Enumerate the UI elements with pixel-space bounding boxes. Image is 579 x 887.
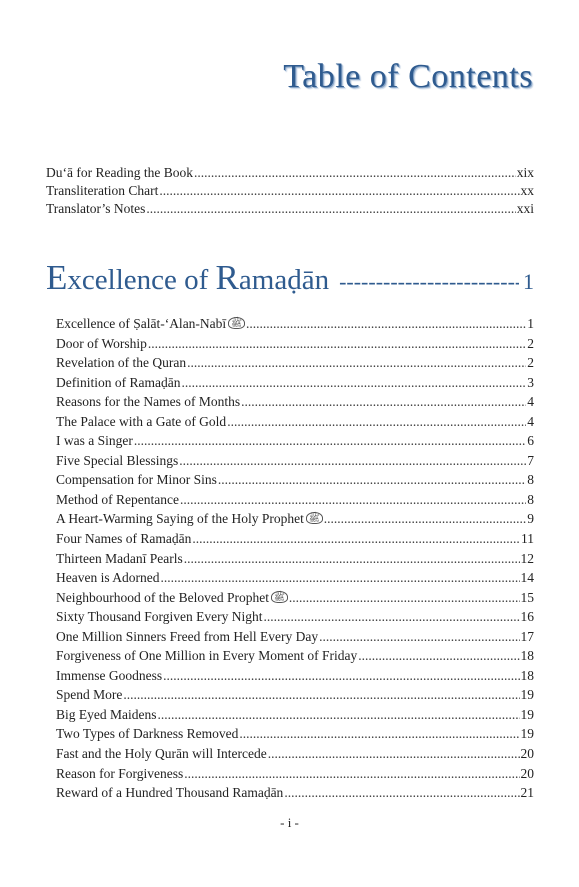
- entry-label-text: One Million Sinners Freed from Hell Every Day: [56, 628, 319, 644]
- entry-label: [56, 687, 122, 703]
- entry-row[interactable]: [56, 511, 534, 531]
- page-title: Table of Contents: [283, 58, 533, 95]
- front-matter-label: [46, 183, 158, 199]
- entry-page-number: 21: [520, 785, 534, 801]
- entry-label: [56, 629, 318, 645]
- entry-page-number: 15: [520, 589, 534, 605]
- entry-label-text: Definition of Ramaḍān: [56, 374, 181, 390]
- entry-label: [56, 394, 240, 410]
- front-matter-list: [46, 165, 534, 219]
- front-matter-page-number: xxi: [516, 201, 534, 216]
- entry-label-text: Compensation for Minor Sins: [56, 472, 217, 488]
- dot-leader: [284, 785, 519, 801]
- entry-label-text: The Palace with a Gate of Gold: [56, 413, 227, 429]
- entry-page-number: 14: [520, 570, 534, 586]
- entry-label: [56, 375, 180, 391]
- entry-row[interactable]: [56, 316, 534, 336]
- dot-leader: [289, 590, 520, 606]
- dot-leader: [187, 355, 526, 371]
- entry-row[interactable]: [56, 766, 534, 786]
- front-matter-page-number: xix: [516, 165, 534, 180]
- chapter-title-cap-2: R: [215, 258, 239, 297]
- entry-label-text: Five Special Blessings: [56, 452, 179, 468]
- entry-row[interactable]: [56, 707, 534, 727]
- dot-leader: [146, 201, 515, 217]
- dot-leader: [184, 766, 519, 782]
- chapter-title-part-1: xcellence of: [67, 264, 216, 296]
- front-matter-label-text: Translator’s Notes: [46, 201, 146, 216]
- front-matter-label-text: Du‘ā for Reading the Book: [46, 165, 193, 180]
- entry-row[interactable]: [56, 336, 534, 356]
- entry-label: [56, 336, 147, 352]
- entry-label-text: Neighbourhood of the Beloved Prophet: [56, 589, 269, 605]
- entry-label: [56, 355, 186, 371]
- entry-row[interactable]: [56, 687, 534, 707]
- chapter-entries-list: [56, 316, 534, 805]
- front-matter-label: [46, 201, 145, 217]
- entry-label: [56, 707, 157, 723]
- entry-row[interactable]: [56, 492, 534, 512]
- entry-page-number: 20: [520, 765, 534, 781]
- front-matter-row[interactable]: [46, 201, 534, 219]
- dot-leader: [179, 453, 526, 469]
- dot-leader: [268, 746, 520, 762]
- front-matter-label-text: Transliteration Chart: [46, 183, 159, 198]
- entry-label-text: Forgiveness of One Million in Every Moment of Friday: [56, 648, 358, 664]
- entry-label: [56, 570, 159, 586]
- entry-label: [56, 648, 357, 664]
- front-matter-label: [46, 165, 193, 181]
- entry-label-text: Sixty Thousand Forgiven Every Night: [56, 609, 263, 625]
- front-matter-row[interactable]: [46, 183, 534, 201]
- dot-leader: [163, 668, 519, 684]
- dot-leader: [123, 687, 519, 703]
- dot-leader: [158, 707, 520, 723]
- entry-label: [56, 746, 267, 762]
- chapter-leader: [339, 269, 519, 295]
- entry-row[interactable]: [56, 433, 534, 453]
- entry-row[interactable]: [56, 609, 534, 629]
- entry-row[interactable]: [56, 414, 534, 434]
- entry-row[interactable]: [56, 590, 534, 610]
- entry-page-number: 19: [520, 687, 534, 703]
- entry-label: [56, 492, 179, 508]
- dot-leader: [241, 394, 526, 410]
- entry-label-text: I was a Singer: [56, 433, 133, 449]
- entry-label-text: Heaven is Adorned: [56, 570, 160, 586]
- dot-leader: [184, 551, 520, 567]
- dot-leader: [358, 648, 519, 664]
- dot-leader: [264, 609, 520, 625]
- dot-leader: [180, 492, 526, 508]
- entry-label: [56, 726, 238, 742]
- entry-label: [56, 316, 245, 332]
- entry-label-text: Spend More: [56, 687, 123, 703]
- entry-row[interactable]: [56, 394, 534, 414]
- dot-leader: [192, 531, 520, 547]
- dot-leader: [159, 183, 519, 199]
- front-matter-page-number: xx: [520, 183, 534, 198]
- entry-page-number: 2: [527, 335, 534, 351]
- entry-row[interactable]: [56, 746, 534, 766]
- entry-page-number: 19: [520, 726, 534, 742]
- entry-page-number: 9: [527, 511, 534, 527]
- front-matter-row[interactable]: [46, 165, 534, 183]
- chapter-title-part-2: amaḍān: [238, 264, 330, 296]
- dot-leader: [239, 726, 519, 742]
- dot-leader: [324, 511, 527, 527]
- entry-label-text: Revelation of the Quran: [56, 355, 187, 371]
- entry-page-number: 1: [527, 316, 534, 331]
- entry-row[interactable]: [56, 726, 534, 746]
- entry-page-number: 16: [520, 609, 534, 625]
- entry-label-text: A Heart-Warming Saying of the Holy Prophet: [56, 511, 304, 527]
- entry-label-text: Fast and the Holy Qurān will Intercede: [56, 746, 267, 762]
- entry-label-text: Two Types of Darkness Removed: [56, 726, 239, 742]
- entry-label: [56, 531, 191, 547]
- entry-label: [56, 766, 183, 782]
- entry-row[interactable]: [56, 668, 534, 688]
- chapter-heading[interactable]: [46, 258, 534, 298]
- chapter-title-cap-1: E: [46, 258, 68, 297]
- entry-label-text: Four Names of Ramaḍān: [56, 531, 192, 547]
- entry-row[interactable]: [56, 453, 534, 473]
- entry-page-number: 4: [527, 413, 534, 429]
- entry-label: [56, 590, 288, 606]
- entry-label: [56, 472, 217, 488]
- entry-page-number: 19: [520, 706, 534, 722]
- dot-leader: [227, 414, 526, 430]
- entry-page-number: 12: [520, 550, 534, 566]
- entry-page-number: 4: [527, 394, 534, 410]
- entry-page-number: 6: [527, 433, 534, 449]
- entry-label: [56, 668, 162, 684]
- entry-label: [56, 433, 133, 449]
- chapter-page-number: 1: [523, 269, 534, 294]
- entry-label-text: Method of Repentance: [56, 491, 179, 507]
- dot-leader: [319, 629, 519, 645]
- entry-label: [56, 551, 183, 567]
- entry-label-text: Reasons for the Names of Months: [56, 394, 241, 410]
- entry-page-number: 18: [520, 648, 534, 664]
- dot-leader: [181, 375, 526, 391]
- entry-page-number: 3: [527, 374, 534, 390]
- dot-leader: [194, 165, 516, 181]
- entry-page-number: 11: [521, 531, 534, 547]
- entry-row[interactable]: [56, 785, 534, 805]
- entry-page-number: 17: [520, 628, 534, 644]
- honorific-glyph-icon: ﷺ: [228, 317, 245, 329]
- entry-page-number: 20: [520, 746, 534, 762]
- entry-row[interactable]: [56, 355, 534, 375]
- entry-row[interactable]: [56, 629, 534, 649]
- entry-page-number: 2: [527, 355, 534, 371]
- entry-label: [56, 609, 263, 625]
- dot-leader: [218, 472, 526, 488]
- entry-label: [56, 414, 226, 430]
- entry-row[interactable]: [56, 648, 534, 668]
- entry-row[interactable]: [56, 570, 534, 590]
- entry-row[interactable]: [56, 375, 534, 395]
- entry-page-number: 18: [520, 667, 534, 683]
- dot-leader: [134, 433, 526, 449]
- entry-label-text: Excellence of Ṣalāt-‘Alan-Nabī: [56, 316, 227, 331]
- entry-label-text: Thirteen Madanī Pearls: [56, 550, 183, 566]
- entry-label-text: Reason for Forgiveness: [56, 765, 184, 781]
- page-footer-number: - i -: [280, 815, 299, 830]
- entry-label: [56, 511, 323, 527]
- entry-row[interactable]: [56, 551, 534, 571]
- entry-label-text: Big Eyed Maidens: [56, 706, 157, 722]
- entry-label: [56, 453, 178, 469]
- entry-label-text: Immense Goodness: [56, 667, 163, 683]
- entry-page-number: 8: [527, 491, 534, 507]
- entry-label-text: Door of Worship: [56, 335, 147, 351]
- entry-page-number: 7: [527, 452, 534, 468]
- entry-row[interactable]: [56, 531, 534, 551]
- dot-leader: [246, 316, 526, 332]
- entry-label: [56, 785, 283, 801]
- dot-leader: [160, 570, 519, 586]
- entry-label-text: Reward of a Hundred Thousand Ramaḍān: [56, 785, 284, 801]
- honorific-glyph-icon: ﷺ: [271, 591, 288, 603]
- entry-page-number: 8: [527, 472, 534, 488]
- entry-row[interactable]: [56, 472, 534, 492]
- honorific-glyph-icon: ﷺ: [306, 512, 323, 524]
- dot-leader: [148, 336, 526, 352]
- chapter-title: [46, 258, 329, 298]
